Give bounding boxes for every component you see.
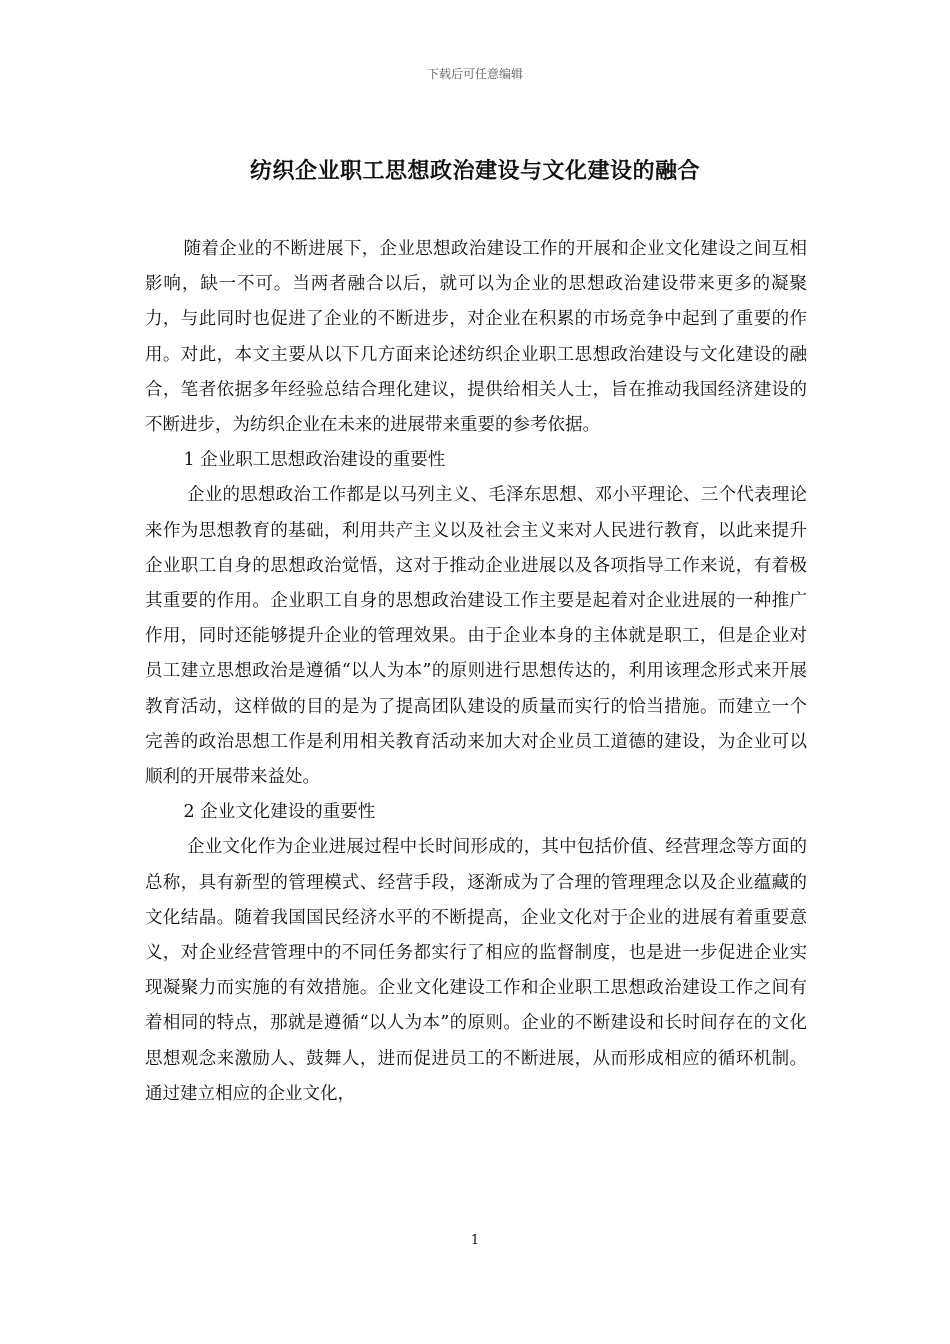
section-body-2: 企业文化作为企业进展过程中长时间形成的，其中包括价值、经营理念等方面的总称，具有新型的管理模式、经营手段，逐渐成为了合理的管理理念以及企业蕴藏的文化结晶。随着我国国民经济水平的不断提高，企业文化对于企业的进展有着重要意义，对企业经营管理中的不同任务都实行了相应的监督制度，也是进一步促进企业实现凝聚力而实施的有效措施。企业文化建设工作和企业职工思想政治建设工作之间有着相同的特点，那就是遵循“以人为本”的原则。企业的不断建设和长时间存在的文化思想观念来激励人、鼓舞人，进而促进员工的不断进展，从而形成相应的循环机制。通过建立相应的企业文化， [145, 837, 807, 1104]
page-header-note: 下载后可任意编辑 [426, 67, 523, 81]
section-body-1: 企业的思想政治工作都是以马列主义、毛泽东思想、邓小平理论、三个代表理论来作为思想教育的基础，利用共产主义以及社会主义来对人民进行教育，以此来提升企业职工自身的思想政治觉悟，这对于推动企业进展以及各项指导工作来说，有着极其重要的作用。企业职工自身的思想政治建设工作主要是起着对企业进展的一种推广作用，同时还能够提升企业的管理效果。由于企业本身的主体就是职工，但是企业对员工建立思想政治是遵循“以人为本”的原则进行思想传达的，利用该理念形式来开展教育活动，这样做的目的是为了提高团队建设的质量而实行的恰当措施。而建立一个完善的政治思想工作是利用相关教育活动来加大对企业员工道德的建设，为企业可以顺利的开展带来益处。 [145, 485, 807, 788]
intro-paragraph: 随着企业的不断进展下，企业思想政治建设工作的开展和企业文化建设之间互相影响，缺一不可。当两者融合以后，就可以为企业的思想政治建设带来更多的凝聚力，与此同时也促进了企业的不断进步，对企业在积累的市场竞争中起到了重要的作用。对此，本文主要从以下几方面来论述纺织企业职工思想政治建设与文化建设的融合，笔者依据多年经验总结合理化建议，提供给相关人士，旨在推动我国经济建设的不断进步，为纺织企业在未来的进展带来重要的参考依据。 [145, 239, 807, 436]
document-body [145, 232, 807, 1112]
document-title: 纺织企业职工思想政治建设与文化建设的融合 [249, 158, 700, 184]
section-heading-1: 1 企业职工思想政治建设的重要性 [183, 450, 446, 471]
section-heading-2: 2 企业文化建设的重要性 [183, 802, 376, 823]
page-number: 1 [470, 1233, 480, 1248]
